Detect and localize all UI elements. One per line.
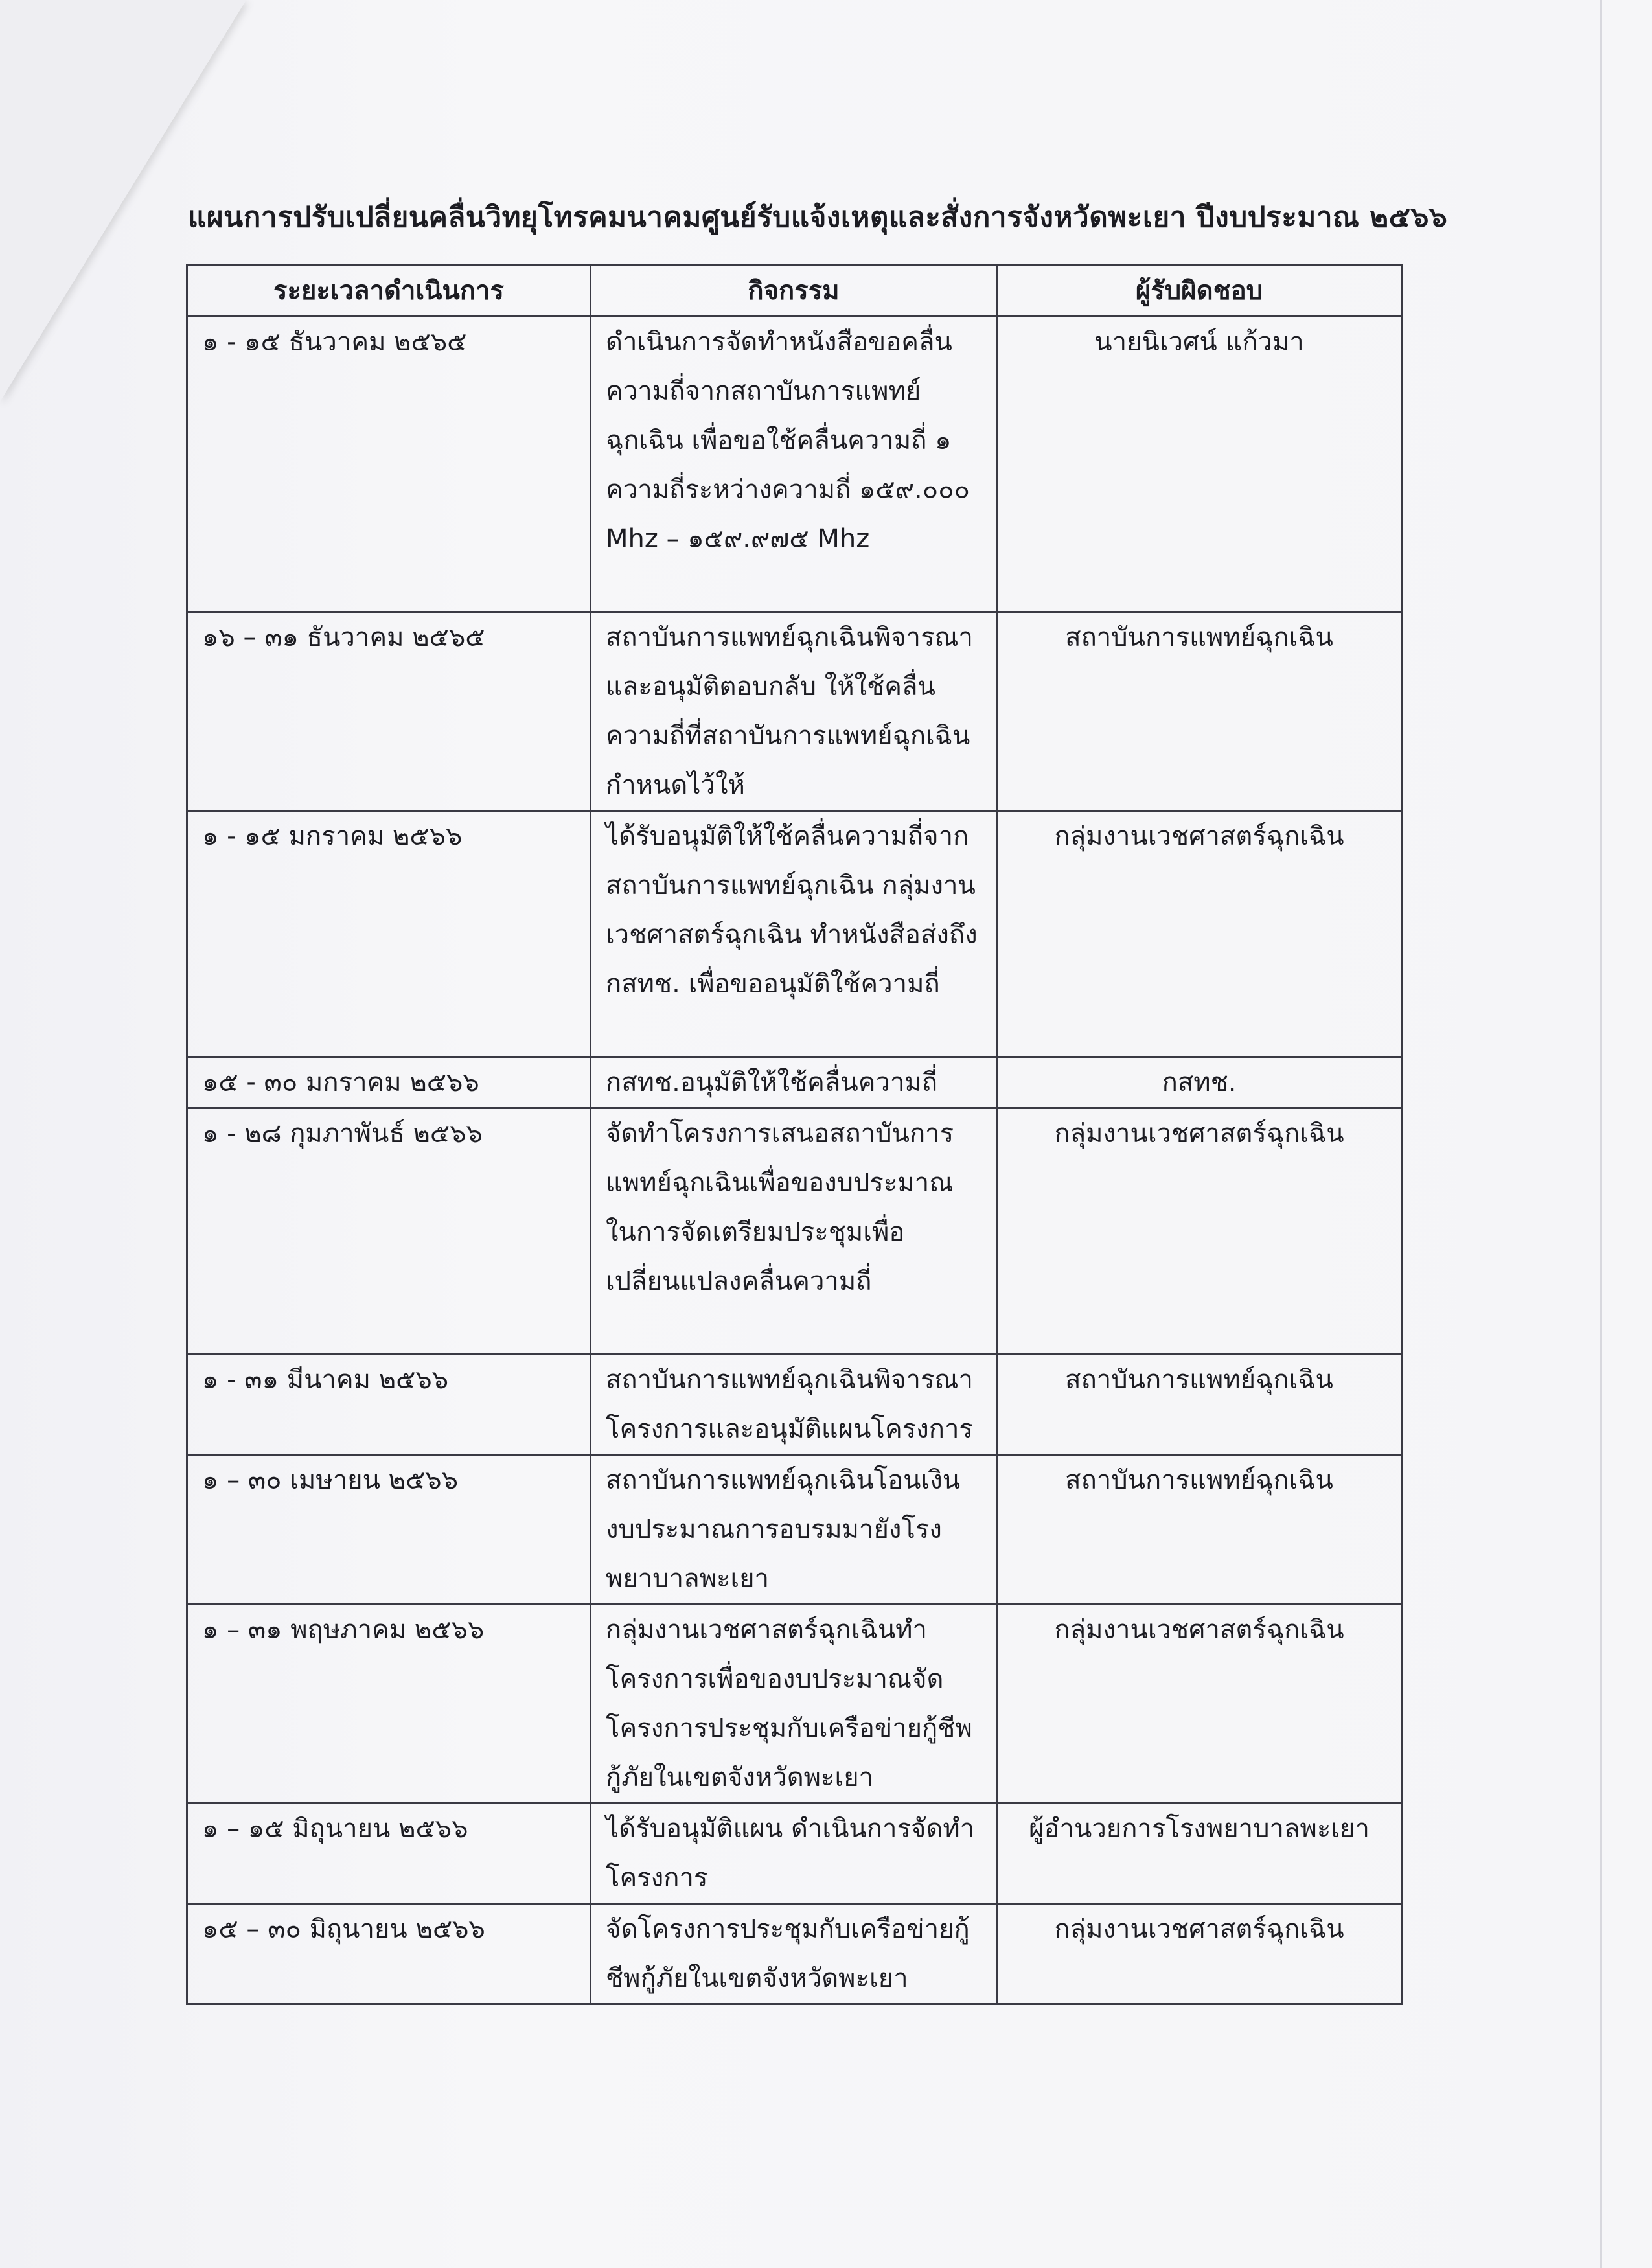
document-title: แผนการปรับเปลี่ยนคลื่นวิทยุโทรคมนาคมศูนย์รับแจ้งเหตุและสั่งการจังหวัดพะเยา ปีงบประมาณ ๒๕๖๖ xyxy=(188,201,1448,234)
header-period: ระยะเวลาดำเนินการ xyxy=(187,266,591,317)
activity-cell: สถาบันการแพทย์ฉุกเฉินพิจารณาและอนุมัติตอบกลับ ให้ใช้คลื่นความถี่ที่สถาบันการแพทย์ฉุกเฉินกำหนดไว้ให้ xyxy=(591,612,997,811)
owner-cell: สถาบันการแพทย์ฉุกเฉิน xyxy=(997,1355,1402,1455)
period-cell: ๑ - ๒๘ กุมภาพันธ์ ๒๕๖๖ xyxy=(187,1108,591,1355)
table-row xyxy=(187,1605,1402,1804)
activity-cell: กสทช.อนุมัติให้ใช้คลื่นความถี่ xyxy=(591,1057,997,1108)
period-cell: ๑๖ – ๓๑ ธันวาคม ๒๕๖๕ xyxy=(187,612,591,811)
period-cell: ๑ - ๑๕ มกราคม ๒๕๖๖ xyxy=(187,811,591,1057)
activity-cell: สถาบันการแพทย์ฉุกเฉินโอนเงินงบประมาณการอบรมมายังโรงพยาบาลพะเยา xyxy=(591,1455,997,1605)
activity-cell: จัดทำโครงการเสนอสถาบันการแพทย์ฉุกเฉินเพื่อของบประมาณในการจัดเตรียมประชุมเพื่อเปลี่ยนแปลงคลื่นความถี่ xyxy=(591,1108,997,1355)
activity-cell: ได้รับอนุมัติให้ใช้คลื่นความถี่จากสถาบันการแพทย์ฉุกเฉิน กลุ่มงานเวชศาสตร์ฉุกเฉิน ทำหนังสือส่งถึง กสทช. เพื่อขออนุมัติใช้ความถี่ xyxy=(591,811,997,1057)
activity-cell: ได้รับอนุมัติแผน ดำเนินการจัดทำโครงการ xyxy=(591,1804,997,1904)
owner-cell: กลุ่มงานเวชศาสตร์ฉุกเฉิน xyxy=(997,1605,1402,1804)
table-row xyxy=(187,317,1402,612)
period-cell: ๑๕ - ๓๐ มกราคม ๒๕๖๖ xyxy=(187,1057,591,1108)
activity-cell: กลุ่มงานเวชศาสตร์ฉุกเฉินทำโครงการเพื่อของบประมาณจัดโครงการประชุมกับเครือข่ายกู้ชีพกู้ภัยในเขตจังหวัดพะเยา xyxy=(591,1605,997,1804)
owner-cell: กลุ่มงานเวชศาสตร์ฉุกเฉิน xyxy=(997,1904,1402,2004)
activity-cell: สถาบันการแพทย์ฉุกเฉินพิจารณาโครงการและอนุมัติแผนโครงการ xyxy=(591,1355,997,1455)
table-row xyxy=(187,1108,1402,1355)
table-row xyxy=(187,1355,1402,1455)
period-cell: ๑ – ๓๑ พฤษภาคม ๒๕๖๖ xyxy=(187,1605,591,1804)
table-row xyxy=(187,1904,1402,2004)
activity-cell: จัดโครงการประชุมกับเครือข่ายกู้ชีพกู้ภัยในเขตจังหวัดพะเยา xyxy=(591,1904,997,2004)
table-row xyxy=(187,612,1402,811)
table-row xyxy=(187,1804,1402,1904)
activity-cell: ดำเนินการจัดทำหนังสือขอคลื่นความถี่จากสถาบันการแพทย์ฉุกเฉิน เพื่อขอใช้คลื่นความถี่ ๑ ความถี่ระหว่างความถี่ ๑๕๙.๐๐๐ Mhz – ๑๕๙.๙๗๕ Mhz xyxy=(591,317,997,612)
owner-cell: กสทช. xyxy=(997,1057,1402,1108)
table-row xyxy=(187,1455,1402,1605)
period-cell: ๑ – ๑๕ มิถุนายน ๒๕๖๖ xyxy=(187,1804,591,1904)
owner-cell: กลุ่มงานเวชศาสตร์ฉุกเฉิน xyxy=(997,811,1402,1057)
header-owner: ผู้รับผิดชอบ xyxy=(997,266,1402,317)
plan-table xyxy=(186,264,1403,2005)
table-row xyxy=(187,811,1402,1057)
period-cell: ๑ - ๓๑ มีนาคม ๒๕๖๖ xyxy=(187,1355,591,1455)
header-activity: กิจกรรม xyxy=(591,266,997,317)
owner-cell: นายนิเวศน์ แก้วมา xyxy=(997,317,1402,612)
period-cell: ๑๕ – ๓๐ มิถุนายน ๒๕๖๖ xyxy=(187,1904,591,2004)
period-cell: ๑ - ๑๕ ธันวาคม ๒๕๖๕ xyxy=(187,317,591,612)
owner-cell: สถาบันการแพทย์ฉุกเฉิน xyxy=(997,1455,1402,1605)
owner-cell: กลุ่มงานเวชศาสตร์ฉุกเฉิน xyxy=(997,1108,1402,1355)
period-cell: ๑ – ๓๐ เมษายน ๒๕๖๖ xyxy=(187,1455,591,1605)
owner-cell: สถาบันการแพทย์ฉุกเฉิน xyxy=(997,612,1402,811)
owner-cell: ผู้อำนวยการโรงพยาบาลพะเยา xyxy=(997,1804,1402,1904)
table-row xyxy=(187,1057,1402,1108)
table-header-row xyxy=(187,266,1402,317)
